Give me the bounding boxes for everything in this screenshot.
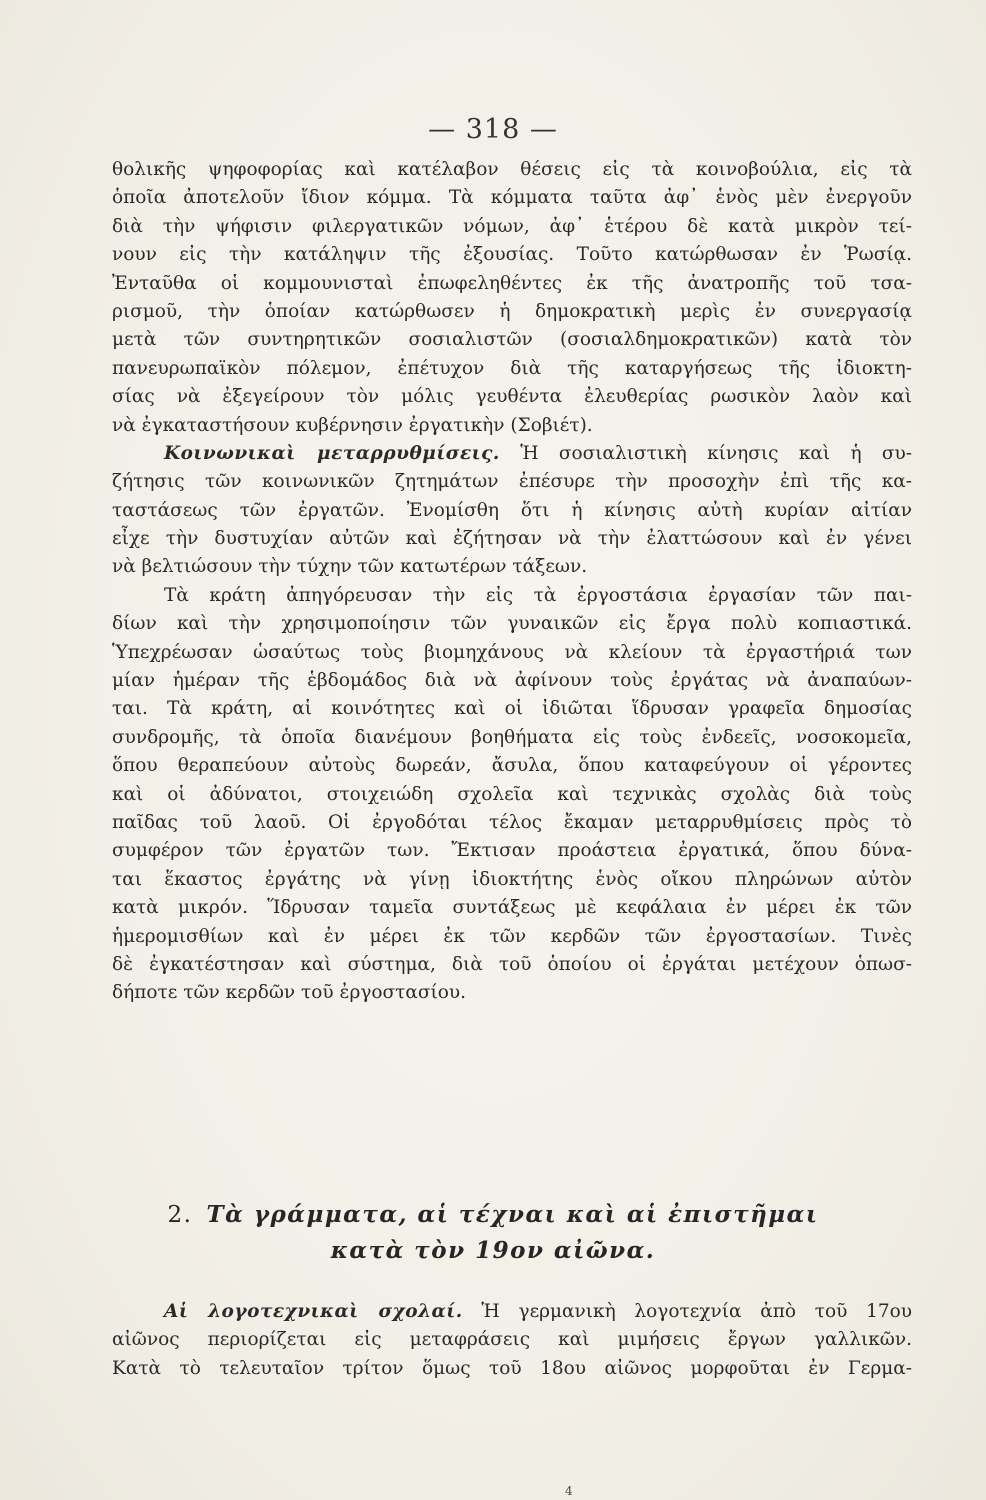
text-line: συνδρομῆς, τὰ ὁποῖα διανέμουν βοηθήματα εἰς τοὺς ἐνδεεῖς, νοσοκομεῖα, <box>112 726 912 748</box>
signature-mark: 4 <box>565 1484 573 1498</box>
paragraph-first-line <box>112 440 912 468</box>
text-line: πανευρωπαϊκὸν πόλεμον, ἐπέτυχον διὰ τῆς καταργήσεως τῆς ἰδιοκτη- <box>112 357 912 379</box>
text-line: καὶ οἱ ἀδύνατοι, στοιχειώδη σχολεῖα καὶ τεχνικὰς σχολὰς διὰ τοὺς <box>112 783 912 805</box>
text-line: παῖδας τοῦ λαοῦ. Οἱ ἐργοδόται τέλος ἔκαμαν μεταρρυθμίσεις πρὸς τὸ <box>112 811 912 833</box>
text-line: Ὑπεχρέωσαν ὡσαύτως τοὺς βιομηχάνους νὰ κλείουν τὰ ἐργαστήριά των <box>112 641 912 663</box>
section-heading <box>0 1197 986 1268</box>
text-line: ταστάσεως τῶν ἐργατῶν. Ἐνομίσθη ὅτι ἡ κίνησις αὐτὴ κυρίαν αἰτίαν <box>112 499 912 521</box>
text-line: ται. Τὰ κράτη, αἱ κοινότητες καὶ οἱ ἰδιῶται ἵδρυσαν γραφεῖα δημοσίας <box>112 698 912 720</box>
main-text-block <box>112 156 912 1008</box>
text-run: Ἡ σοσιαλιστικὴ κίνησις καὶ ἡ συ- <box>499 442 912 464</box>
final-text-block <box>112 1298 912 1383</box>
paragraph-first-line <box>112 1298 912 1326</box>
text-line: ται ἕκαστος ἐργάτης νὰ γίνῃ ἰδιοκτήτης ἑνὸς οἴκου πληρώνων αὐτὸν <box>112 868 912 890</box>
page-number: — 318 — <box>428 114 558 145</box>
text-line: διὰ τὴν ψήφισιν φιλεργατικῶν νόμων, ἀφ᾽ ἑτέρου δὲ κατὰ μικρὸν τεί- <box>112 215 912 237</box>
text-line: νὰ ἐγκαταστήσουν κυβέρνησιν ἐργατικὴν (Σοβιέτ). <box>112 414 593 436</box>
section-title-part-1: Τὰ γράμματα, αἱ τέχναι καὶ αἱ ἐπιστῆμαι <box>206 1201 819 1228</box>
text-line: δήποτε τῶν κερδῶν τοῦ ἐργοστασίου. <box>112 982 467 1004</box>
text-line: νὰ βελτιώσουν τὴν τύχην τῶν κατωτέρων τάξεων. <box>112 556 588 578</box>
text-line: θολικῆς ψηφοφορίας καὶ κατέλαβον θέσεις εἰς τὰ κοινοβούλια, εἰς τὰ <box>112 159 912 180</box>
text-line: ζήτησις τῶν κοινωνικῶν ζητημάτων ἐπέσυρε τὴν προσοχὴν ἐπὶ τῆς κα- <box>112 471 912 493</box>
text-line: ὅπου θεραπεύουν αὐτοὺς δωρεάν, ἄσυλα, ὅπου καταφεύγουν οἱ γέροντες <box>112 755 912 777</box>
text-line: δὲ ἐγκατέστησαν καὶ σύστημα, διὰ τοῦ ὁποίου οἱ ἐργάται μετέχουν ὁπωσ- <box>112 953 912 975</box>
section-number: 2. <box>167 1202 193 1228</box>
text-line: νουν εἰς τὴν κατάληψιν τῆς ἐξουσίας. Τοῦτο κατώρθωσαν ἐν Ῥωσίᾳ. <box>112 244 912 266</box>
text-line: δίων καὶ τὴν χρησιμοποίησιν τῶν γυναικῶν εἰς ἔργα πολὺ κοπιαστικά. <box>112 613 912 635</box>
text-line: ρισμοῦ, τὴν ὁποίαν κατώρθωσεν ἡ δημοκρατικὴ μερὶς ἐν συνεργασίᾳ <box>112 300 912 322</box>
text-line: ὁποῖα ἀποτελοῦν ἴδιον κόμμα. Τὰ κόμματα ταῦτα ἀφ᾽ ἑνὸς μὲν ἐνεργοῦν <box>112 187 912 209</box>
text-line: Τὰ κράτη ἀπηγόρευσαν τὴν εἰς τὰ ἐργοστάσια ἐργασίαν τῶν παι- <box>164 584 912 606</box>
run-in-heading: Κοινωνικαὶ μεταρρυθμίσεις. <box>164 442 500 464</box>
text-line: εἶχε τὴν δυστυχίαν αὐτῶν καὶ ἐζήτησαν νὰ τὴν ἐλαττώσουν καὶ ἐν γένει <box>112 528 912 550</box>
section-heading-line-2: κατὰ τὸν 19ον αἰῶνα. <box>330 1237 656 1264</box>
text-line: αἰῶνος περιορίζεται εἰς μεταφράσεις καὶ μιμήσεις ἔργων γαλλικῶν. <box>112 1329 912 1351</box>
text-line: συμφέρον τῶν ἐργατῶν των. Ἔκτισαν προάστεια ἐργατικά, ὅπου δύνα- <box>112 840 912 862</box>
text-line: μίαν ἡμέραν τῆς ἑβδομάδος διὰ νὰ ἀφίνουν τοὺς ἐργάτας νὰ ἀναπαύων- <box>112 670 912 692</box>
text-line: σίας νὰ ἐξεγείρουν τὸν μόλις γευθέντα ἐλευθερίας ρωσικὸν λαὸν καὶ <box>112 386 912 408</box>
text-line: Ἐνταῦθα οἱ κομμουνισταὶ ἐπωφεληθέντες ἐκ τῆς ἀνατροπῆς τοῦ τσα- <box>112 272 912 294</box>
section-heading-line-1 <box>0 1197 986 1233</box>
text-run: Ἡ γερμανικὴ λογοτεχνία ἀπὸ τοῦ 17ου <box>462 1301 912 1322</box>
text-line: κατὰ μικρόν. Ἵδρυσαν ταμεῖα συντάξεως μὲ κεφάλαια ἐν μέρει ἐκ τῶν <box>112 897 912 919</box>
run-in-heading: Αἱ λογοτεχνικαὶ σχολαί. <box>164 1301 463 1322</box>
text-line: Κατὰ τὸ τελευταῖον τρίτον ὅμως τοῦ 18ου αἰῶνος μορφοῦται ἐν Γερμα- <box>112 1357 912 1379</box>
text-line: ἡμερομισθίων καὶ ἐν μέρει ἐκ τῶν κερδῶν τῶν ἐργοστασίων. Τινὲς <box>112 925 912 947</box>
text-line: μετὰ τῶν συντηρητικῶν σοσιαλιστῶν (σοσιαλδημοκρατικῶν) κατὰ τὸν <box>112 329 912 351</box>
